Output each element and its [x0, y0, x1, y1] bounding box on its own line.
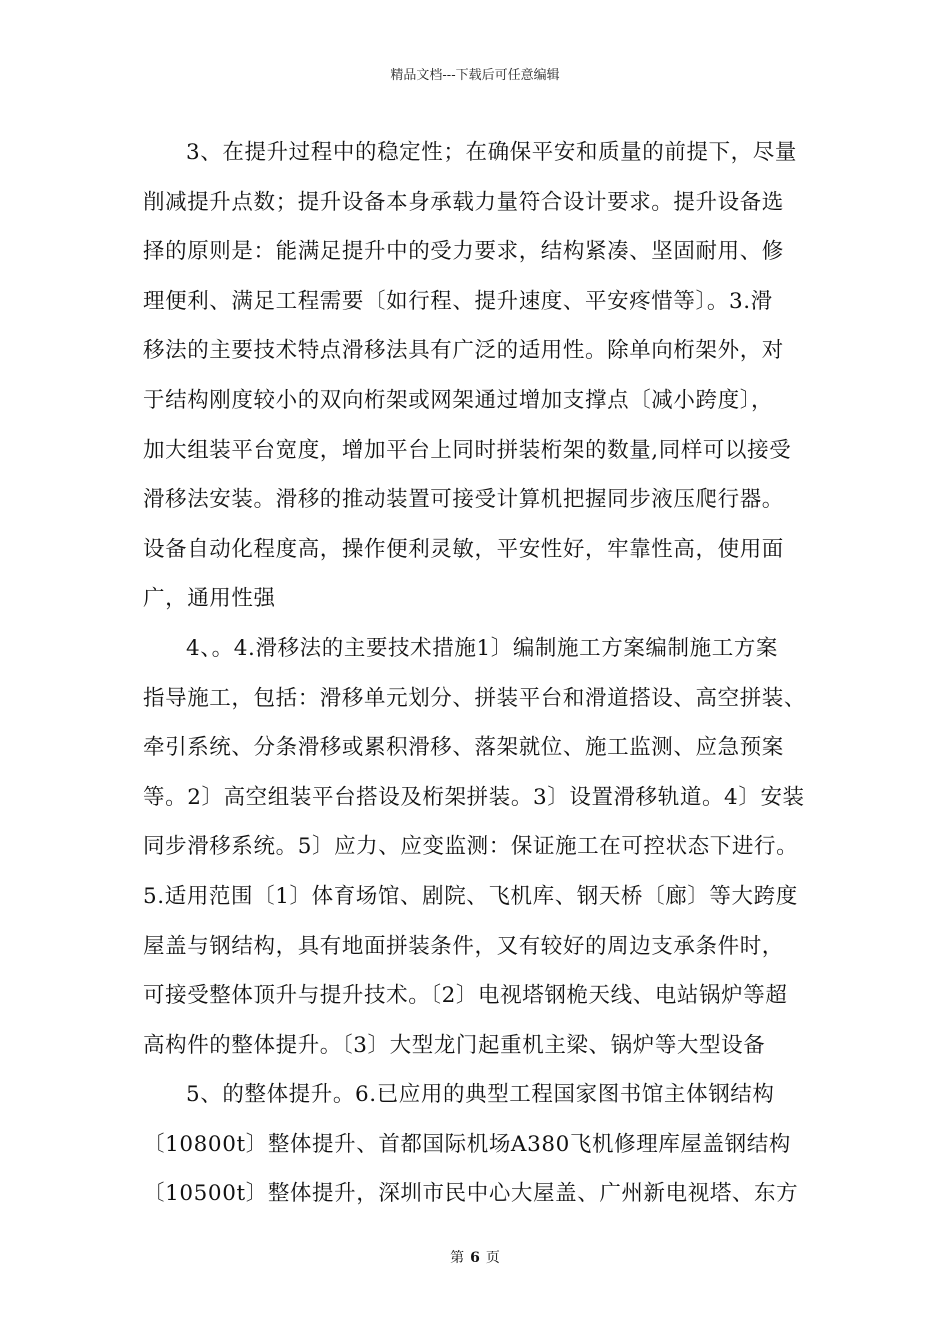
text-line: 5.适用范围〔1〕体育场馆、剧院、飞机库、钢天桥〔廊〕等大跨度: [143, 883, 798, 909]
text-line: 设备自动化程度高，操作便利灵敏，平安性好，牢靠性高，使用面: [143, 536, 784, 562]
text-line: 可接受整体顶升与提升技术。〔2〕电视塔钢桅天线、电站锅炉等超: [143, 983, 788, 1009]
text-line: 削减提升点数；提升设备本身承载力量符合设计要求。提升设备选: [143, 189, 784, 215]
text-line: 〔10800t〕整体提升、首都国际机场A380飞机修理库屋盖钢结构: [143, 1131, 791, 1157]
text-line: 3、在提升过程中的稳定性；在确保平安和质量的前提下，尽量: [186, 140, 797, 165]
text-line: 滑移法安装。滑移的推动装置可接受计算机把握同步液压爬行器。: [143, 487, 784, 513]
document-body: [143, 128, 828, 1219]
text-line: 广，通用性强: [143, 586, 276, 612]
text-line: 等。2〕高空组装平台搭设及桁架拼装。3〕设置滑移轨道。4〕安装: [143, 784, 805, 810]
text-line: 加大组装平台宽度，增加平台上同时拼装桁架的数量,同样可以接受: [143, 437, 792, 463]
text-line: 5、的整体提升。6.已应用的典型工程国家图书馆主体钢结构: [186, 1082, 775, 1108]
text-line: 〔10500t〕整体提升，深圳市民中心大屋盖、广州新电视塔、东方: [143, 1181, 799, 1207]
text-line: 牵引系统、分条滑移或累积滑移、落架就位、施工监测、应急预案: [143, 735, 784, 761]
text-line: 指导施工，包括：滑移单元划分、拼装平台和滑道搭设、高空拼装、: [143, 685, 807, 711]
text-line: 4、。4.滑移法的主要技术措施1〕编制施工方案编制施工方案: [186, 635, 779, 661]
paragraph: [143, 128, 828, 624]
page-header: 精品文档---下载后可任意编辑: [390, 68, 560, 83]
page-footer: [0, 1247, 950, 1267]
text-line: 屋盖与钢结构，具有地面拼装条件，又有较好的周边支承条件时，: [143, 933, 784, 959]
text-line: 高构件的整体提升。〔3〕大型龙门起重机主梁、锅炉等大型设备: [143, 1032, 766, 1058]
page-label-prefix: 第: [450, 1250, 465, 1266]
text-line: 同步滑移系统。5〕应力、应变监测：保证施工在可控状态下进行。: [143, 834, 799, 860]
paragraph: [143, 1070, 828, 1219]
text-line: 择的原则是：能满足提升中的受力要求，结构紧凑、坚固耐用、修: [143, 239, 784, 265]
text-line: 移法的主要技术特点滑移法具有广泛的适用性。除单向桁架外，对: [143, 338, 784, 364]
text-line: 理便利、满足工程需要〔如行程、提升速度、平安疼惜等〕。3.滑: [143, 288, 773, 314]
paragraph: [143, 624, 828, 1070]
page-number: 6: [470, 1250, 480, 1266]
text-line: 于结构刚度较小的双向桁架或网架通过增加支撑点〔减小跨度〕，: [143, 387, 774, 413]
page-label-suffix: 页: [485, 1250, 500, 1266]
